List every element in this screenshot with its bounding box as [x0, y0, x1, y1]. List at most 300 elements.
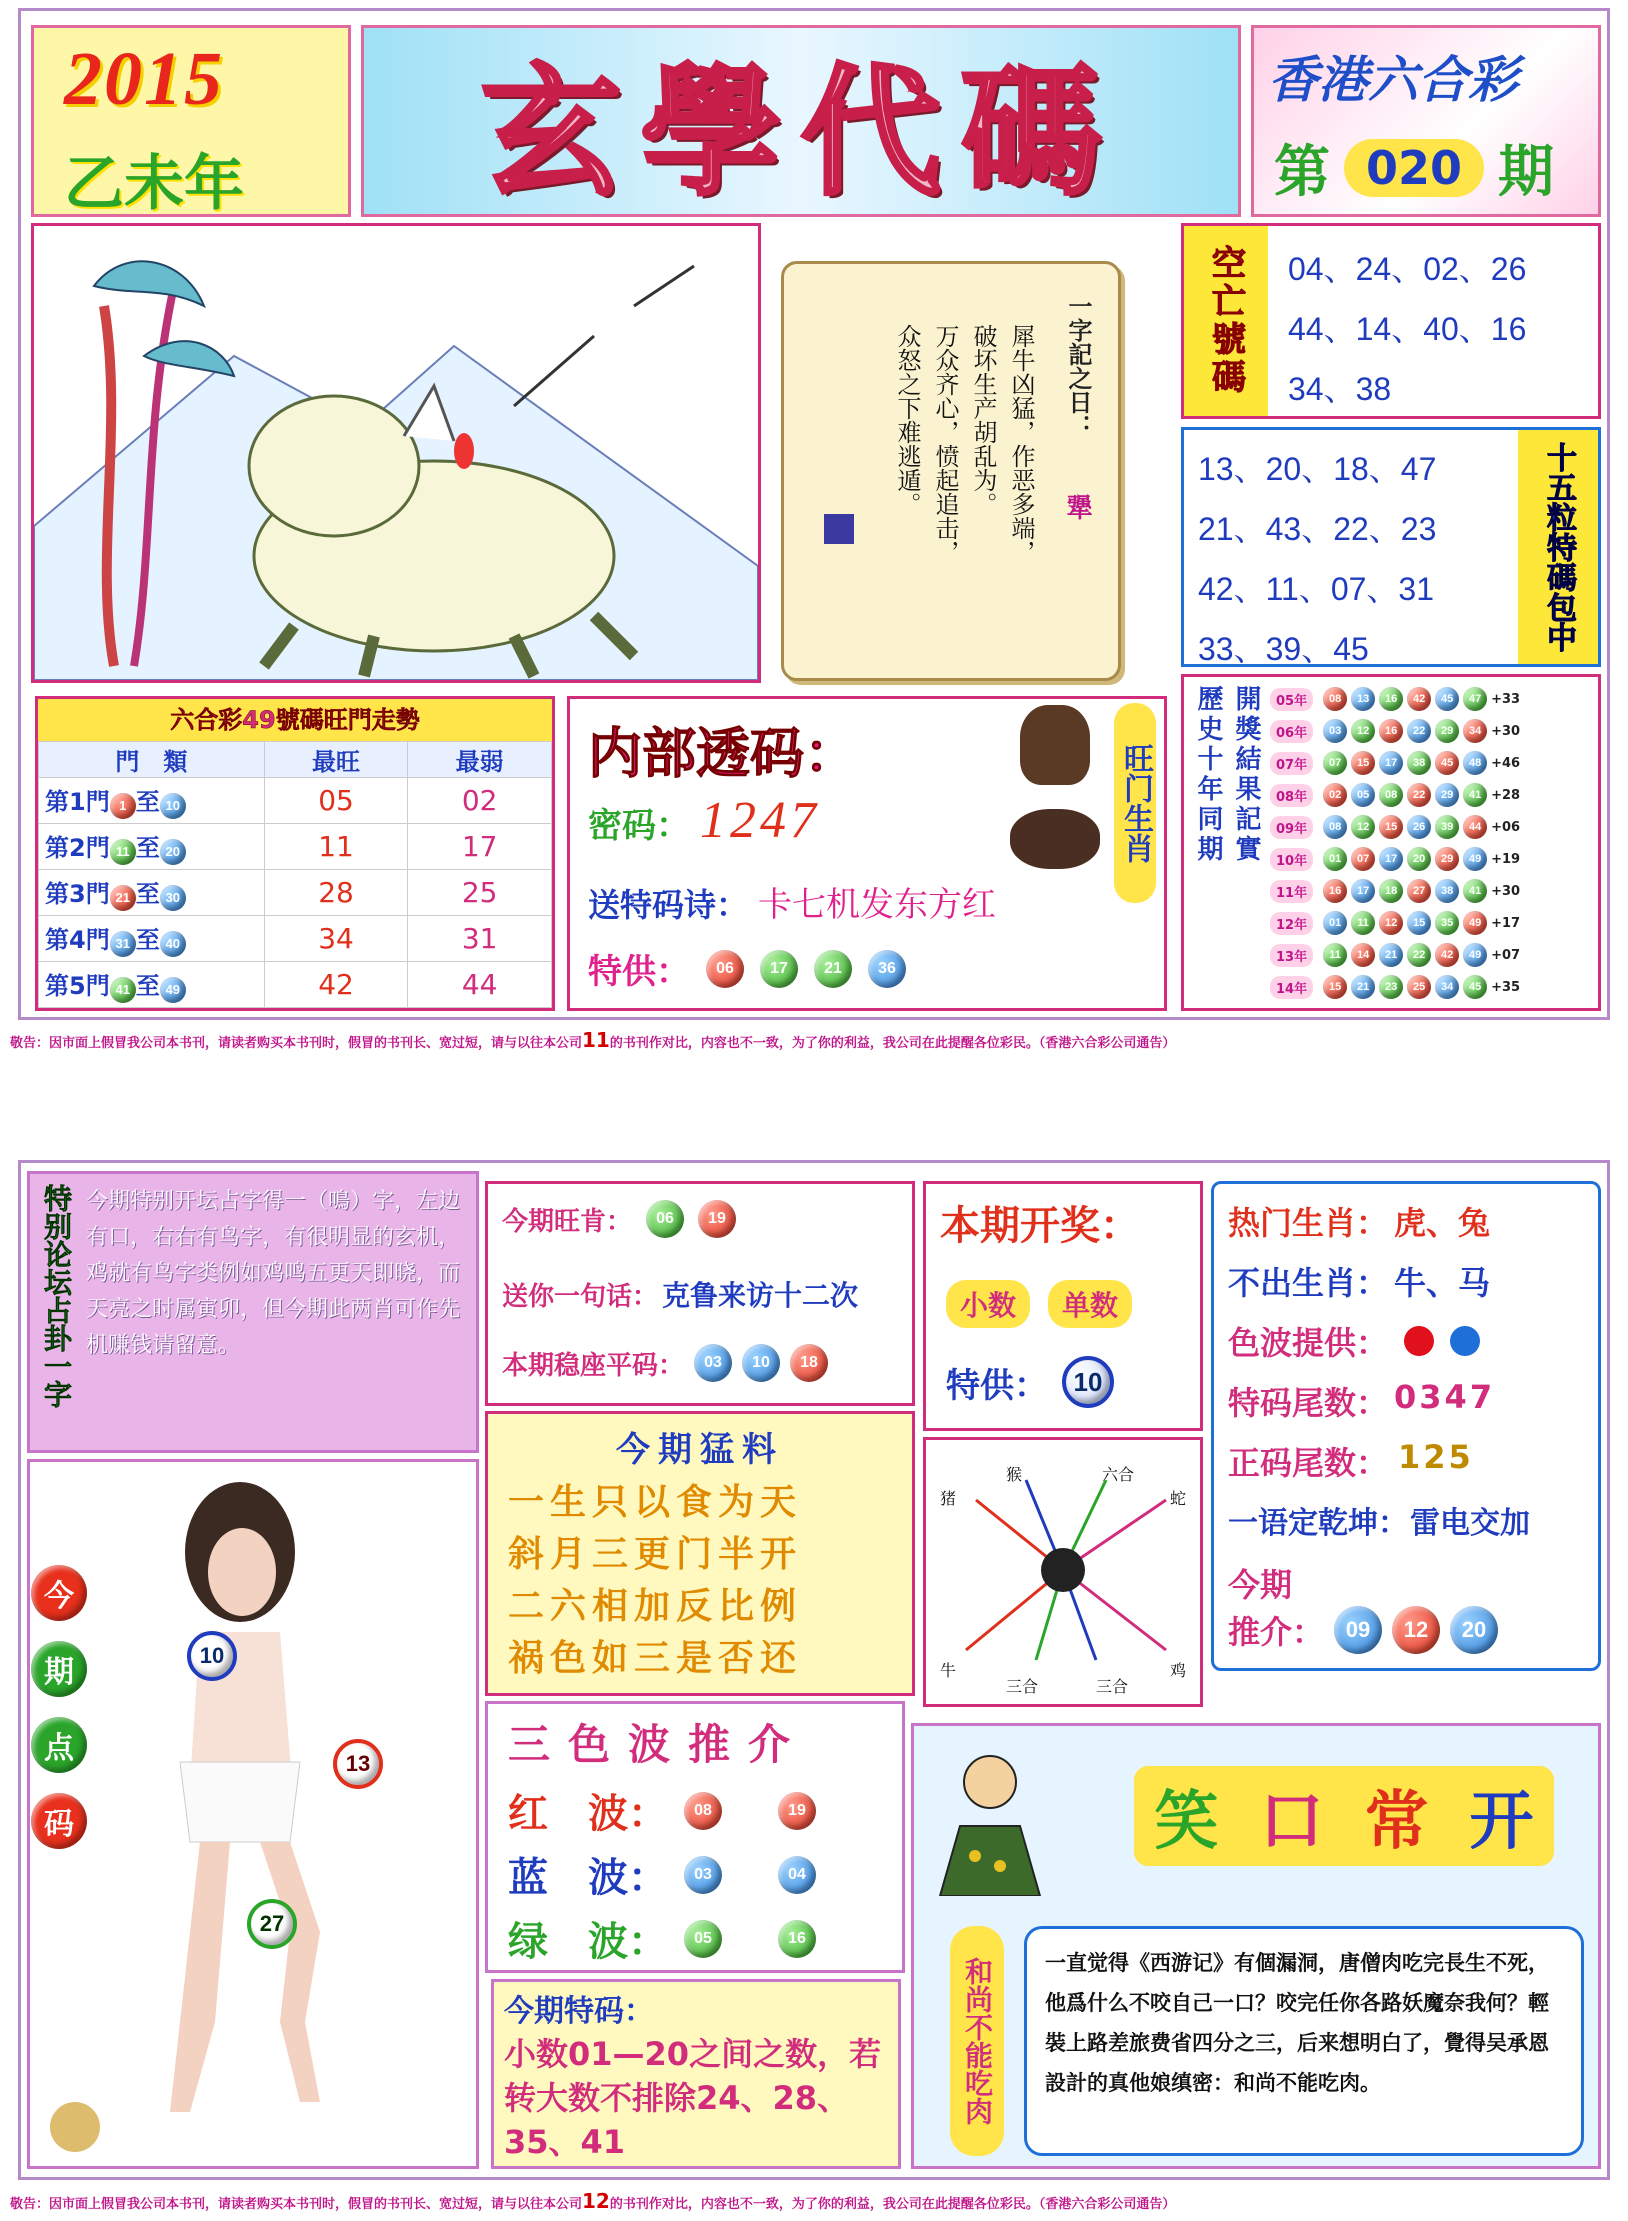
door-to-ball: 10	[160, 793, 186, 819]
history-ball: 16	[1323, 879, 1347, 903]
history-ball: 03	[1323, 719, 1347, 743]
history-issue: 07年	[1270, 752, 1313, 775]
door-from-ball: 41	[110, 977, 136, 1003]
notice-top-before: 敬告：因市面上假冒我公司本书刊，请读者购买本书刊时，假冒的书刊长、宽过短，请与以往本公司	[10, 1036, 583, 1051]
internal-title: 内部透码：	[588, 722, 858, 785]
door-min: 31	[408, 916, 552, 962]
draw-small: 小数	[946, 1280, 1030, 1328]
flat-line	[502, 1344, 828, 1382]
history-ball: 45	[1435, 751, 1459, 775]
door-table-box	[35, 696, 555, 1011]
history-row	[1270, 939, 1594, 971]
flat-ball-1: 03	[694, 1344, 732, 1382]
issue-line	[1274, 128, 1554, 208]
history-ball: 15	[1323, 975, 1347, 999]
top-page	[18, 8, 1610, 1020]
forum-text: 今期特别开坛占字得一（鳴）字，左边有口，右右有鸟字，有很明显的玄机，鸡就有鸟字类例如鸡鸣五更天即晓，而天亮之时属寅卯，但今期此两肖可作先机赚钱请留意。	[86, 1189, 461, 1358]
scroll-label: 一字記之日：	[1064, 294, 1092, 438]
kill-row-3: 34、38	[1288, 371, 1392, 407]
recommend-ball-3: 20	[1450, 1606, 1498, 1654]
flat-ball-2: 10	[742, 1344, 780, 1382]
red-wave-line	[508, 1782, 816, 1839]
history-ball: 49	[1463, 943, 1487, 967]
history-ball: 08	[1323, 687, 1347, 711]
notice-bottom-before: 敬告：因市面上假冒我公司本书刊，请读者购买本书刊时，假冒的书刊长、宽过短，请与以往本公司	[10, 2197, 583, 2212]
history-issue: 14年	[1270, 976, 1313, 999]
color-wave-title: 三色波推介	[508, 1720, 809, 1769]
point-ball-3: 27	[247, 1899, 297, 1949]
history-ball: 45	[1435, 687, 1459, 711]
dragon-icon	[50, 2102, 100, 2152]
cold-zodiac-label: 不出生肖：	[1228, 1264, 1389, 1302]
wave-line	[1228, 1318, 1480, 1364]
history-special: +28	[1491, 787, 1521, 803]
history-ball: 42	[1435, 943, 1459, 967]
notice-bottom-after: 的书刊作对比，内容也不一致，为了你的利益，我公司在此提醒各位彩民。	[609, 2197, 1039, 2212]
recommend-label-1: 今期	[1228, 1566, 1293, 1604]
issue-number: 020	[1344, 139, 1484, 197]
special-code-title: 今期特码：	[504, 1994, 654, 2029]
history-special: +17	[1491, 915, 1521, 931]
history-ball: 15	[1407, 911, 1431, 935]
green-wave-label: 绿 波：	[508, 1919, 668, 1965]
history-issue: 08年	[1270, 784, 1313, 807]
history-ball: 07	[1323, 751, 1347, 775]
door-table-row	[39, 870, 552, 916]
door-min: 44	[408, 962, 552, 1008]
history-special: +06	[1491, 819, 1521, 835]
phrase-value: 雷电交加	[1410, 1506, 1530, 1541]
door-cell	[39, 824, 265, 870]
hot-line	[502, 1200, 736, 1238]
blue-wave-label: 蓝 波：	[508, 1855, 668, 1901]
history-ball: 41	[1463, 783, 1487, 807]
notice-top-company: （香港六合彩公司通告）	[1038, 1036, 1176, 1051]
point-char-1: 今	[31, 1565, 87, 1621]
scroll	[781, 261, 1121, 681]
history-row	[1270, 907, 1594, 939]
door-max: 34	[264, 916, 408, 962]
history-row	[1270, 971, 1594, 1003]
laugh-text: 一直觉得《西游记》有個漏洞，唐僧肉吃完長生不死，他爲什么不咬自己一口？咬完任你各路妖魔奈我何？輕裝上路差旅费省四分之三，后来想明白了，覺得吴承恩設計的真他娘缜密：和尚不能吃肉。	[1045, 1951, 1549, 2095]
scroll-line-4: 众怒之下难逃遁。	[893, 324, 921, 516]
door-cell	[39, 870, 265, 916]
history-box	[1181, 674, 1601, 1011]
point-char-3: 点	[31, 1717, 87, 1773]
door-min: 17	[408, 824, 552, 870]
history-ball: 11	[1323, 943, 1347, 967]
history-ball: 05	[1351, 783, 1375, 807]
hot-material-box	[485, 1411, 915, 1696]
history-issue: 11年	[1270, 880, 1313, 903]
internal-code-box	[567, 696, 1167, 1011]
history-ball: 49	[1463, 911, 1487, 935]
history-ball: 26	[1407, 815, 1431, 839]
password-value: 1247	[700, 792, 820, 849]
door-max: 42	[264, 962, 408, 1008]
door-name: 第1門	[45, 788, 110, 817]
laugh-char-3: 常	[1364, 1785, 1429, 1859]
history-row	[1270, 683, 1594, 715]
laugh-box	[911, 1723, 1601, 2169]
hot-ball-2: 19	[698, 1200, 736, 1238]
hot-ball-1: 06	[646, 1200, 684, 1238]
wheel-label-six-he: 六合	[1102, 1465, 1135, 1484]
kill-row-2: 44、14、40、16	[1288, 311, 1527, 347]
hot-material-line-1: 一生只以食为天	[508, 1482, 803, 1523]
wheel-label-pig: 猪	[940, 1489, 957, 1508]
blue-wave-ball-1: 03	[684, 1856, 722, 1894]
door-from-ball: 21	[110, 885, 136, 911]
hot-label: 今期旺肯：	[502, 1206, 633, 1237]
history-special: +30	[1491, 883, 1521, 899]
sentence-label: 送你一句话：	[502, 1281, 659, 1312]
door-from-ball: 1	[110, 793, 136, 819]
hot-zodiac-value: 虎、兔	[1394, 1204, 1491, 1242]
history-rows	[1270, 683, 1594, 1003]
history-ball: 15	[1351, 751, 1375, 775]
fifteen-row-3: 42、11、07、31	[1198, 571, 1435, 607]
history-ball: 39	[1435, 815, 1459, 839]
history-ball: 01	[1323, 847, 1347, 871]
history-ball: 22	[1407, 783, 1431, 807]
history-special: +33	[1491, 691, 1521, 707]
history-ball: 29	[1435, 719, 1459, 743]
history-issue: 09年	[1270, 816, 1313, 839]
history-special: +30	[1491, 723, 1521, 739]
door-name: 第4門	[45, 926, 110, 955]
monkey-image	[1020, 705, 1090, 785]
history-ball: 34	[1435, 975, 1459, 999]
wheel-label-three-he-2: 三合	[1096, 1677, 1129, 1696]
history-ball: 16	[1379, 719, 1403, 743]
door-name: 第3門	[45, 880, 110, 909]
wheel-label-three-he-1: 三合	[1006, 1677, 1039, 1696]
door-min: 25	[408, 870, 552, 916]
door-to-word: 至	[135, 972, 160, 1001]
notice-top-num: 11	[582, 1028, 610, 1052]
door-to-ball: 20	[160, 839, 186, 865]
money-bag-drawing	[930, 1746, 1050, 1896]
history-ball: 12	[1351, 719, 1375, 743]
history-ball: 38	[1407, 751, 1431, 775]
seal-stamp	[824, 514, 854, 544]
door-cell	[39, 778, 265, 824]
door-to-word: 至	[135, 926, 160, 955]
history-ball: 12	[1351, 815, 1375, 839]
door-to-ball: 30	[160, 885, 186, 911]
special-ball-4: 36	[868, 950, 906, 988]
wheel-label-snake: 蛇	[1170, 1489, 1187, 1508]
history-ball: 15	[1379, 815, 1403, 839]
hot-top-box	[485, 1181, 915, 1406]
history-ball: 45	[1463, 975, 1487, 999]
wheel-label-monkey: 猴	[1006, 1465, 1023, 1484]
history-ball: 16	[1379, 687, 1403, 711]
draw-box	[923, 1181, 1203, 1431]
green-wave-line	[508, 1910, 816, 1967]
blue-wave-ball-2: 04	[778, 1856, 816, 1894]
history-ball: 11	[1351, 911, 1375, 935]
cold-zodiac-line	[1228, 1258, 1490, 1304]
history-ball: 21	[1379, 943, 1403, 967]
normal-tail-label: 正码尾数：	[1228, 1444, 1389, 1482]
red-wave-ball-1: 08	[684, 1792, 722, 1830]
draw-special-label: 特供：	[946, 1365, 1048, 1406]
door-cell	[39, 916, 265, 962]
door-to-word: 至	[135, 880, 160, 909]
year: 2015	[64, 37, 224, 121]
hot-material-line-4: 祸色如三是否还	[508, 1638, 803, 1679]
special-line	[588, 944, 906, 993]
history-title-left: 歷史十年同期	[1193, 685, 1223, 865]
history-issue: 05年	[1270, 688, 1313, 711]
history-row	[1270, 811, 1594, 843]
phrase-label: 一语定乾坤：	[1228, 1506, 1408, 1541]
history-ball: 17	[1379, 751, 1403, 775]
cold-zodiac-value: 牛、马	[1394, 1264, 1491, 1302]
password-line	[588, 791, 820, 850]
door-name: 第2門	[45, 834, 110, 863]
door-header-type: 門 類	[39, 742, 265, 778]
laugh-title	[1134, 1766, 1554, 1866]
history-issue: 13年	[1270, 944, 1313, 967]
door-table-row	[39, 962, 552, 1008]
draw-special-line	[946, 1356, 1114, 1408]
special-label: 特供：	[588, 952, 690, 992]
notice-bottom	[0, 2181, 1628, 2221]
history-ball: 02	[1323, 783, 1347, 807]
door-from-ball: 31	[110, 931, 136, 957]
door-to-word: 至	[135, 788, 160, 817]
scroll-line-3: 万众齐心，愤起追击，	[931, 324, 959, 564]
wave-blue-dot	[1450, 1326, 1480, 1356]
draw-special-ball: 10	[1062, 1356, 1114, 1408]
history-row	[1270, 715, 1594, 747]
laugh-side: 和尚不能吃肉	[950, 1926, 1004, 2156]
history-issue: 10年	[1270, 848, 1313, 871]
zodiac-label: 旺门生肖	[1114, 703, 1156, 903]
history-ball: 22	[1407, 943, 1431, 967]
laugh-text-box	[1024, 1926, 1584, 2156]
fifteen-title: 十五粒特碼包中	[1518, 430, 1598, 664]
door-to-ball: 49	[160, 977, 186, 1003]
door-table-row	[39, 916, 552, 962]
door-table-row	[39, 824, 552, 870]
kill-numbers-title: 空亡號碼	[1184, 226, 1268, 416]
point-char-4: 码	[31, 1793, 87, 1849]
poem-value: 卡七机发东方红	[758, 885, 997, 925]
fifteen-row-1: 13、20、18、47	[1198, 451, 1437, 487]
issue-box	[1251, 25, 1601, 217]
notice-bottom-company: （香港六合彩公司通告）	[1038, 2197, 1176, 2212]
history-ball: 47	[1463, 687, 1487, 711]
door-max: 11	[264, 824, 408, 870]
scroll-character: 犟	[1062, 494, 1092, 520]
history-special: +07	[1491, 947, 1521, 963]
history-ball: 22	[1407, 719, 1431, 743]
laugh-char-1: 笑	[1154, 1785, 1219, 1859]
history-ball: 12	[1379, 911, 1403, 935]
green-wave-ball-1: 05	[684, 1920, 722, 1958]
notice-top-after: 的书刊作对比，内容也不一致，为了你的利益，我公司在此提醒各位彩民。	[609, 1036, 1039, 1051]
history-ball: 14	[1351, 943, 1375, 967]
flat-label: 本期稳座平码：	[502, 1350, 685, 1381]
hot-material-title: 今期猛料	[616, 1430, 784, 1470]
normal-tail-value: 125	[1398, 1438, 1474, 1476]
page-title: 玄學代碼	[480, 51, 1121, 215]
history-title-right: 開獎結果記實	[1231, 685, 1261, 865]
title-box	[361, 25, 1241, 217]
kill-row-1: 04、24、02、26	[1288, 251, 1527, 287]
scroll-line-2: 破坏生产胡乱为。	[969, 324, 997, 516]
red-wave-ball-2: 19	[778, 1792, 816, 1830]
history-row	[1270, 747, 1594, 779]
door-table-title: 六合彩49號碼旺門走勢	[38, 699, 552, 741]
point-ball-2: 13	[333, 1739, 383, 1789]
door-table-row	[39, 778, 552, 824]
history-ball: 48	[1463, 751, 1487, 775]
hot-zodiac-label: 热门生肖：	[1228, 1204, 1389, 1242]
door-header-max: 最旺	[264, 742, 408, 778]
password-label: 密码：	[588, 806, 690, 846]
door-name: 第5門	[45, 972, 110, 1001]
history-ball: 07	[1351, 847, 1375, 871]
poem-line	[588, 877, 996, 926]
rhino-drawing	[34, 226, 758, 680]
history-ball: 08	[1379, 783, 1403, 807]
sentence-line	[502, 1274, 858, 1314]
special-ball-3: 21	[814, 950, 852, 988]
laugh-char-4: 开	[1469, 1785, 1534, 1859]
wave-red-dot	[1404, 1326, 1434, 1356]
door-max: 28	[264, 870, 408, 916]
blue-wave-line	[508, 1846, 816, 1903]
notice-top	[0, 1020, 1628, 1060]
wheel-label-rooster: 鸡	[1170, 1661, 1187, 1680]
tail-line	[1228, 1378, 1495, 1424]
door-table-header	[39, 742, 552, 778]
door-table	[38, 741, 552, 1008]
door-to-word: 至	[135, 834, 160, 863]
history-special: +19	[1491, 851, 1521, 867]
kill-numbers-box	[1181, 223, 1601, 419]
zodiac-info-box	[1211, 1181, 1601, 1671]
recommend-label-2: 推介：	[1228, 1613, 1325, 1651]
wheel-label-ox: 牛	[940, 1661, 957, 1680]
bottom-page	[18, 1160, 1610, 2180]
forum-box	[27, 1171, 479, 1453]
door-max: 05	[264, 778, 408, 824]
door-from-ball: 11	[110, 839, 136, 865]
door-to-ball: 40	[160, 931, 186, 957]
point-label	[31, 1565, 97, 1849]
history-ball: 29	[1435, 847, 1459, 871]
history-ball: 44	[1463, 815, 1487, 839]
issue-prefix: 第	[1274, 140, 1330, 205]
history-ball: 29	[1435, 783, 1459, 807]
fifteen-row-2: 21、43、22、23	[1198, 511, 1437, 547]
scroll-line-1: 犀牛凶猛，作恶多端，	[1007, 324, 1035, 564]
history-ball: 38	[1435, 879, 1459, 903]
history-ball: 23	[1379, 975, 1403, 999]
hot-material-line-2: 斜月三更门半开	[508, 1534, 803, 1575]
recommend-line	[1228, 1606, 1498, 1654]
tail-value: 0347	[1394, 1378, 1496, 1416]
history-ball: 41	[1463, 879, 1487, 903]
rhino-illustration	[31, 223, 761, 683]
history-ball: 21	[1351, 975, 1375, 999]
special-code-text: 小数01—20之间之数，若转大数不排除24、28、35、41	[504, 2035, 882, 2161]
hot-zodiac-line	[1228, 1198, 1490, 1244]
point-ball-1: 10	[187, 1631, 237, 1681]
door-min: 02	[408, 778, 552, 824]
money-bag-image	[930, 1746, 1050, 1896]
lottery-name: 香港六合彩	[1268, 51, 1518, 109]
hot-material-line-3: 二六相加反比例	[508, 1586, 803, 1627]
phrase-line	[1228, 1498, 1530, 1542]
history-issue: 12年	[1270, 912, 1313, 935]
special-ball-2: 17	[760, 950, 798, 988]
recommend-ball-1: 09	[1334, 1606, 1382, 1654]
tail-label: 特码尾数：	[1228, 1384, 1389, 1422]
flat-ball-3: 18	[790, 1344, 828, 1382]
pig-image	[1010, 809, 1100, 869]
history-ball: 42	[1407, 687, 1431, 711]
history-row	[1270, 843, 1594, 875]
laugh-char-2: 口	[1259, 1785, 1324, 1859]
poem-label: 送特码诗：	[588, 886, 749, 924]
draw-tags	[946, 1280, 1132, 1328]
history-ball: 08	[1323, 815, 1347, 839]
history-ball: 01	[1323, 911, 1347, 935]
history-special: +46	[1491, 755, 1521, 771]
history-row	[1270, 779, 1594, 811]
normal-tail-line	[1228, 1438, 1474, 1484]
draw-title: 本期开奖：	[940, 1203, 1140, 1249]
notice-bottom-num: 12	[582, 2189, 610, 2213]
history-ball: 34	[1463, 719, 1487, 743]
wave-label: 色波提供：	[1228, 1324, 1389, 1362]
sentence-value: 克鲁来访十二次	[662, 1279, 859, 1312]
fifteen-row-4: 33、39、45	[1198, 631, 1369, 667]
history-ball: 20	[1407, 847, 1431, 871]
red-wave-label: 红 波：	[508, 1791, 668, 1837]
draw-odd: 单数	[1048, 1280, 1132, 1328]
history-issue: 06年	[1270, 720, 1313, 743]
history-ball: 13	[1351, 687, 1375, 711]
wheel-drawing	[926, 1440, 1200, 1704]
history-ball: 35	[1435, 911, 1459, 935]
door-header-min: 最弱	[408, 742, 552, 778]
year-name: 乙未年	[64, 149, 244, 219]
history-ball: 18	[1379, 879, 1403, 903]
history-ball: 27	[1407, 879, 1431, 903]
color-wave-box	[485, 1701, 905, 1973]
zodiac-wheel	[923, 1437, 1203, 1707]
history-ball: 49	[1463, 847, 1487, 871]
year-box	[31, 25, 351, 217]
recommend-ball-2: 12	[1392, 1606, 1440, 1654]
history-special: +35	[1491, 979, 1521, 995]
special-code-box	[491, 1979, 901, 2169]
history-ball: 17	[1379, 847, 1403, 871]
green-wave-ball-2: 16	[778, 1920, 816, 1958]
forum-side-title: 特别论坛占卦一字	[40, 1184, 73, 1408]
fifteen-numbers-box	[1181, 427, 1601, 667]
history-ball: 25	[1407, 975, 1431, 999]
history-ball: 17	[1351, 879, 1375, 903]
